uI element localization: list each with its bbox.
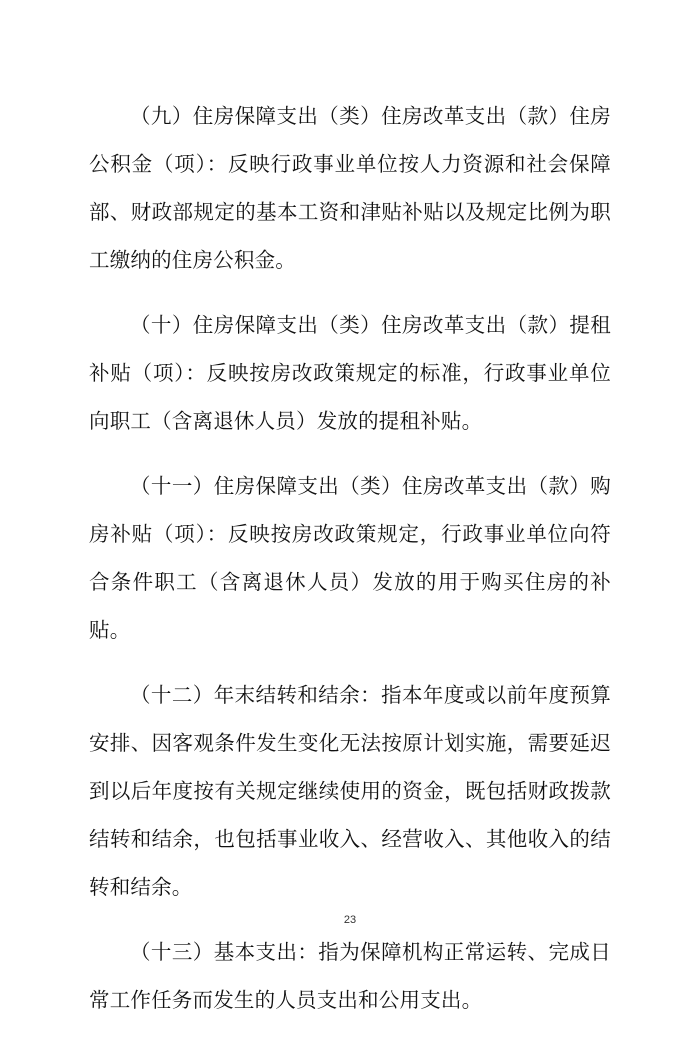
paragraph-year-end-carryover: （十二）年末结转和结余：指本年度或以前年度预算安排、因客观条件发生变化无法按原计划实施，需要延迟到以后年度按有关规定继续使用的资金，既包括财政拨款结转和结余，也包括事业收入、经营收入、其他收入的结转和结余。 bbox=[89, 683, 611, 899]
paragraph-housing-provident-fund: （九）住房保障支出（类）住房改革支出（款）住房公积金（项）：反映行政事业单位按人力资源和社会保障部、财政部规定的基本工资和津贴补贴以及规定比例为职工缴纳的住房公积金。 bbox=[89, 104, 611, 272]
document-body bbox=[89, 92, 611, 1041]
page-number: 23 bbox=[343, 914, 357, 926]
paragraph-housing-purchase-subsidy: （十一）住房保障支出（类）住房改革支出（款）购房补贴（项）：反映按房改政策规定，行政事业单位向符合条件职工（含离退休人员）发放的用于购买住房的补贴。 bbox=[89, 474, 611, 642]
paragraph-basic-expenditure: （十三）基本支出：指为保障机构正常运转、完成日常工作任务而发生的人员支出和公用支出。 bbox=[89, 940, 611, 1012]
paragraph-rent-subsidy: （十）住房保障支出（类）住房改革支出（款）提租补贴（项）：反映按房改政策规定的标准，行政事业单位向职工（含离退休人员）发放的提租补贴。 bbox=[89, 313, 611, 433]
